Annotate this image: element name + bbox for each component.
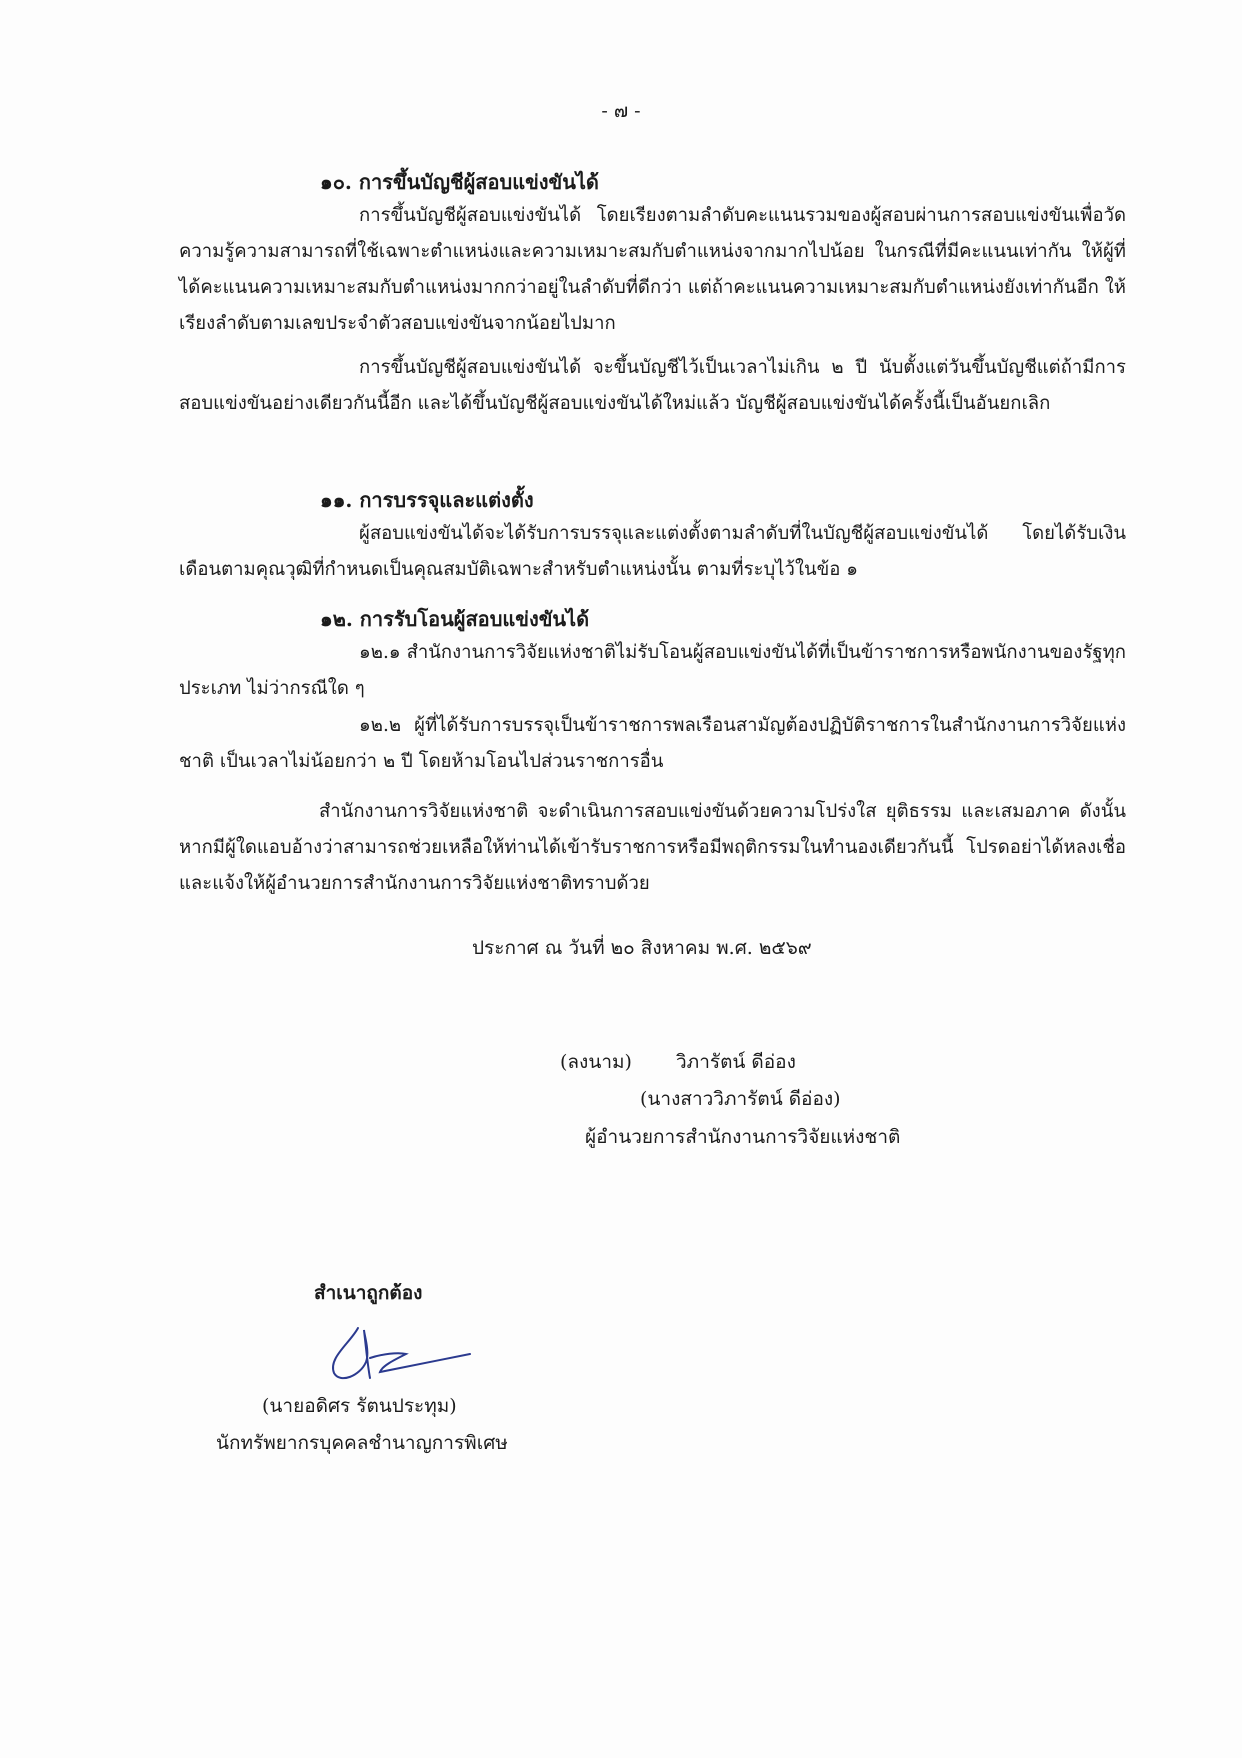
certified-copy-position: นักทรัพยากรบุคคลชำนาญการพิเศษ (216, 1432, 508, 1454)
certified-copy-name: (นายอดิศร รัตนประทุม) (262, 1395, 457, 1417)
signed-label: (ลงนาม) (560, 1051, 632, 1073)
section-12-paragraph-1: ๑๒.๑ สำนักงานการวิจัยแห่งชาติไม่รับโอนผู้สอบแข่งขันได้ที่เป็นข้าราชการหรือพนักงานของรัฐทุกประเภท ไม่ว่ากรณีใด ๆ (179, 642, 1126, 699)
signed-name: วิภารัตน์ ดีอ่อง (676, 1051, 796, 1073)
section-10-heading: ๑๐. การขึ้นบัญชีผู้สอบแข่งขันได้ (320, 170, 599, 194)
closing-paragraph: สำนักงานการวิจัยแห่งชาติ จะดำเนินการสอบแข่งขันด้วยความโปร่งใส ยุติธรรม และเสมอภาค ดังนั้น หากมีผู้ใดแอบอ้างว่าสามารถช่วยเหลือให้ท่านได้เข้ารับราชการหรือมีพฤติกรรมในทำนองเดียวกันนี้ โปรดอย่าได้หลงเชื่อ และแจ้งให้ผู้อำนวยการสำนักงานการวิจัยแห่งชาติทราบด้วย (179, 801, 1126, 894)
handwritten-signature (320, 1318, 480, 1388)
signatory-full-name: (นางสาววิภารัตน์ ดีอ่อง) (640, 1088, 841, 1110)
section-12-heading: ๑๒. การรับโอนผู้สอบแข่งขันได้ (320, 607, 590, 631)
signatory-position: ผู้อำนวยการสำนักงานการวิจัยแห่งชาติ (585, 1126, 901, 1148)
announcement-date: ประกาศ ณ วันที่ ๒๐ สิงหาคม พ.ศ. ๒๕๖๙ (472, 937, 812, 959)
section-11-paragraph-1: ผู้สอบแข่งขันได้จะได้รับการบรรจุและแต่งตั้งตามลำดับที่ในบัญชีผู้สอบแข่งขันได้ โดยได้รับเงินเดือนตามคุณวุฒิที่กำหนดเป็นคุณสมบัติเฉพาะสำหรับตำแหน่งนั้น ตามที่ระบุไว้ในข้อ ๑ (179, 523, 1126, 580)
section-10-paragraph-1: การขึ้นบัญชีผู้สอบแข่งขันได้ โดยเรียงตามลำดับคะแนนรวมของผู้สอบผ่านการสอบแข่งขันเพื่อวัดความรู้ความสามารถที่ใช้เฉพาะตำแหน่งและความเหมาะสมกับตำแหน่งจากมากไปน้อย ในกรณีที่มีคะแนนเท่ากัน ให้ผู้ที่ได้คะแนนความเหมาะสมกับตำแหน่งมากกว่าอยู่ในลำดับที่ดีกว่า แต่ถ้าคะแนนความเหมาะสมกับตำแหน่งยังเท่ากันอีก ให้เรียงลำดับตามเลขประจำตัวสอบแข่งขันจากน้อยไปมาก (179, 205, 1126, 334)
page-number: - ๗ - (601, 100, 641, 122)
certified-copy-label: สำเนาถูกต้อง (314, 1282, 423, 1304)
section-12-paragraph-2: ๑๒.๒ ผู้ที่ได้รับการบรรจุเป็นข้าราชการพลเรือนสามัญต้องปฏิบัติราชการในสำนักงานการวิจัยแห่งชาติ เป็นเวลาไม่น้อยกว่า ๒ ปี โดยห้ามโอนไปส่วนราชการอื่น (179, 715, 1126, 772)
section-10-paragraph-2: การขึ้นบัญชีผู้สอบแข่งขันได้ จะขึ้นบัญชีไว้เป็นเวลาไม่เกิน ๒ ปี นับตั้งแต่วันขึ้นบัญชีแต่ถ้ามีการสอบแข่งขันอย่างเดียวกันนี้อีก และได้ขึ้นบัญชีผู้สอบแข่งขันได้ใหม่แล้ว บัญชีผู้สอบแข่งขันได้ครั้งนี้เป็นอันยกเลิก (179, 357, 1126, 414)
section-11-heading: ๑๑. การบรรจุและแต่งตั้ง (320, 488, 534, 512)
